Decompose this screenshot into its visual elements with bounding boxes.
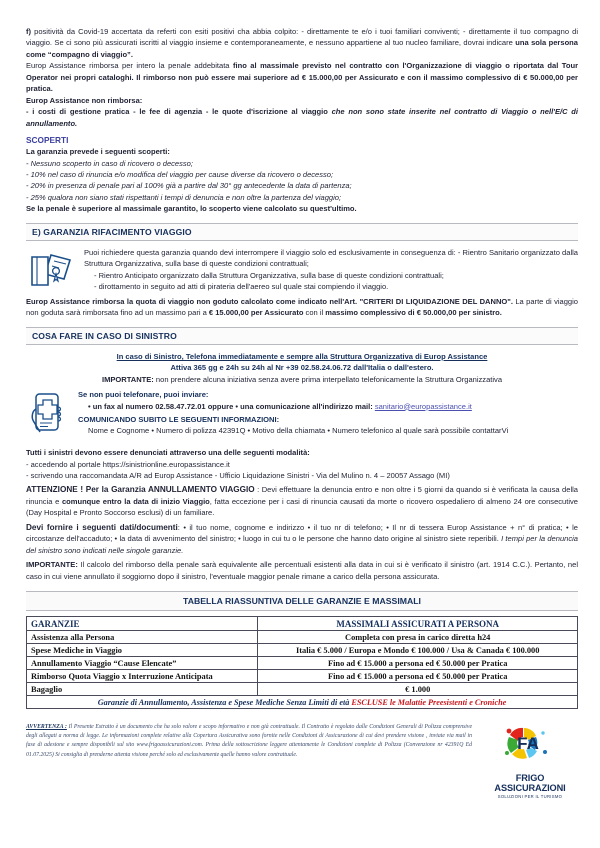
company-logo: [482, 723, 578, 799]
section-f-p2-text: Europ Assistance rimborsa per intero la penale addebitata: [26, 61, 233, 71]
section-e-reimbursement-paragraph: [26, 296, 578, 319]
importante-text: Il calcolo del rimborso della penale sarà equivalente alle percentuali esistenti alla data in cui si è verificato il sinistro (art. 1914 C.C.). Pertanto, nel caso in cui viene annullato il soggiorno dopo il sinistro, l'eventuale maggior penale rimane a carico della persona assicurata.: [26, 560, 578, 581]
importante-paragraph: [26, 559, 578, 582]
table-cell-guarantee: Rimborso Quota Viaggio x Interruzione Anticipata: [27, 670, 258, 683]
email-link[interactable]: sanitario@europassistance.it: [374, 401, 472, 411]
table-cell-limit: Fino ad € 15.000 a persona ed € 50.000 per Pratica: [258, 670, 578, 683]
section-e-p-bold-e: massimo complessivo di € 50.000,00 per sinistro.: [325, 308, 502, 318]
table-footer-note: [27, 696, 578, 709]
table-row: [27, 644, 578, 657]
table-row: [27, 683, 578, 696]
scoperti-intro: La garanzia prevede i seguenti scoperti:: [26, 147, 170, 157]
section-e-heading: E) GARANZIA RIFACIMENTO VIAGGIO: [26, 223, 578, 241]
table-cell-limit: € 1.000: [258, 683, 578, 696]
comunicando-items: Nome e Cognome • Numero di polizza 42391Q • Motivo della chiamata • Numero telefonico al quale sarà possibile contattarVi: [88, 426, 509, 436]
scoperti-item: - 20% in presenza di penale pari al 100% già a partire dal 30° gg antecedente la data di partenza;: [26, 181, 352, 191]
modalita-mail: - scrivendo una raccomandata A/R ad Europ Assistance - Ufficio Liquidazione Sinistri - Via del Mulino n. 4 – 20057 Assago (MI): [26, 470, 450, 480]
frigo-assicurazioni-mark-icon: [482, 725, 578, 772]
table-footer-row: [27, 696, 578, 709]
table-header-row: [27, 617, 578, 631]
section-e-block: [26, 247, 578, 296]
logo-tagline: SOLUZIONI PER IL TURISMO: [497, 794, 563, 800]
table-cell-guarantee: Assistenza alla Persona: [27, 631, 258, 644]
section-e-p-text-b: La parte di viaggio non goduta sarà rimborsata fino ad un massimo pari a: [26, 296, 578, 318]
comunicando-heading: COMUNICANDO SUBITO LE SEGUENTI INFORMAZIONI:: [78, 414, 280, 424]
devi-fornire-paragraph: [26, 522, 578, 556]
summary-table-title: TABELLA RIASSUNTIVA DELLE GARANZIE E MASSIMALI: [26, 591, 578, 611]
table-footer-text: Garanzie di Annullamento, Assistenza e Spese Mediche Senza Limiti di età: [97, 697, 352, 707]
devi-fornire-italic: I tempi per la denuncia del sinistro sono indicati nelle singole garanzie.: [26, 534, 578, 555]
logo-monogram-text: FA: [517, 734, 539, 754]
section-e-p-text-d: con il: [303, 308, 326, 318]
section-e-line-1: Puoi richiedere questa garanzia quando devi interrompere il viaggio solo ed esclusivamente in conseguenza di: - Rientro Sanitario organizzato dalla Struttura Organizzativa, sulla base di queste condizioni contrattuali;: [84, 247, 578, 269]
table-row: [27, 657, 578, 670]
sinistro-important-note: [26, 374, 578, 385]
footer-disclaimer-label: AVVERTENZA :: [26, 724, 67, 731]
table-cell-guarantee: Spese Mediche in Viaggio: [27, 644, 258, 657]
sinistro-important-text: non prendere alcuna iniziativa senza avere prima interpellato telefonicamente la Struttura Organizzativa: [153, 374, 503, 384]
passport-ticket-icon: [26, 247, 76, 296]
footer-disclaimer-text: Il Presente Estratto è un documento che ha solo valore e scopo informativo e non già contrattuale. Il Contratto è regolato dalle Condizioni Generali di Polizza comprensive degli allegati a norma di legge. Le informazioni complete relative alla Copertura Assicurativa sono fornite nelle Condizioni di Assicurazione di cui devi prendere visione , inviate via mail in fase di adesione e sempre disponibili sul sito www.frigoassicurazioni.com. Prima della sottoscrizione leggere attentamente le Condizioni complete di Polizza (Convenzione nr 42391Q Ed 01.07.2025) Si consiglia di prenderne attenta visione perché solo ed esclusivamente quelle hanno valore contrattuale.: [26, 724, 473, 758]
attenzione-label: ATTENZIONE ! Per la Garanzia ANNULLAMENTO VIAGGIO: [26, 485, 255, 495]
modalita-heading: Tutti i sinistri devono essere denunciati attraverso una delle seguenti modalità:: [26, 448, 310, 458]
sinistro-call-line-1: In caso di Sinistro, Telefona immediatamente e sempre alla Struttura Organizzativa di Europ Assistance: [116, 351, 488, 361]
attenzione-text-a: : Devi effettuare la denuncia entro e non oltre i 5 giorni da quando si è verificata la causa della rinuncia e: [26, 485, 578, 506]
logo-company-name: FRIGO ASSICURAZIONI: [494, 773, 566, 794]
table-cell-limit: Fino ad € 15.000 a persona ed € 50.000 per Pratica: [258, 657, 578, 670]
section-f-p1-bold: una sola persona come “compagno di viaggio”.: [26, 38, 578, 59]
scoperti-item: - Nessuno scoperto in caso di ricovero o decesso;: [26, 158, 193, 168]
table-cell-guarantee: Bagaglio: [27, 683, 258, 696]
section-f-p1-text: positività da Covid-19 accertata da referti con esiti positivi cha abbia colpito: - direttamente te e/o i tuoi familiari conviventi; - direttamente il tuo compagno di viaggio. Se ci sono più assicurati iscritti al viaggio insieme e contemporaneamente, e nessuno appartiene al tuo nucleo familiare, dovrai indicare: [26, 27, 578, 48]
section-f-paragraph-2: [26, 60, 578, 94]
scoperti-item: - 10% nel caso di rinuncia e/o modifica del viaggio per cause diverse da ricovero o decesso;: [26, 169, 334, 179]
table-row: [27, 670, 578, 683]
table-cell-guarantee: Annullamento Viaggio “Cause Elencate”: [27, 657, 258, 670]
hand-phone-medical-icon: [26, 389, 70, 444]
scoperti-closing: Se la penale è superiore al massimale garantito, lo scoperto viene calcolato su quest'ultimo.: [26, 204, 357, 214]
fax-intro-label: Se non puoi telefonare, puoi inviare:: [78, 390, 209, 400]
section-f-paragraph-3: Europ Assistance non rimborsa:: [26, 95, 143, 105]
summary-table: [26, 616, 578, 709]
table-header-limits: MASSIMALI ASSICURATI A PERSONA: [258, 617, 578, 631]
attenzione-text-c: , fatta eccezione per i casi di rinuncia causati da morte o ricovero ospedaliero di almeno 24 ore consecutive (Day Hospital e Pronto Soccorso esclusi) di un familiare.: [26, 496, 578, 518]
sinistro-important-label: IMPORTANTE:: [101, 374, 154, 384]
table-footer-exclusion: ESCLUSE le Malattie Preesistenti e Croniche: [351, 697, 507, 707]
table-header-guarantees: GARANZIE: [27, 617, 258, 631]
section-e-line-3: - dirottamento in seguito ad atti di pirateria dell'aereo sul quale stai compiendo il viaggio.: [94, 282, 389, 292]
devi-fornire-label: Devi fornire i seguenti dati/documenti: [26, 522, 178, 532]
modalita-portal[interactable]: - accedendo al portale https://sinistrionline.europassistance.it: [26, 459, 230, 469]
attenzione-paragraph: [26, 484, 578, 518]
attenzione-text-bold: comunque entro la data di inizio Viaggio: [61, 496, 210, 506]
section-f-marker: f): [26, 27, 32, 36]
sinistro-call-line-2: [26, 362, 578, 373]
fax-and-email-line: [78, 401, 578, 412]
scoperti-heading: SCOPERTI: [26, 135, 69, 146]
section-e-p-bold-c: € 15.000,00 per Assicurato: [208, 308, 304, 318]
section-f-paragraph-1: [26, 26, 578, 60]
table-cell-limit: Italia € 5.000 / Europa e Mondo € 100.000 / Usa & Canada € 100.000: [258, 644, 578, 657]
sinistro-call-prefix: Attiva 365 gg e 24h su 24h al Nr: [170, 363, 286, 373]
section-f-paragraph-4: [26, 106, 578, 129]
section-f-p4-bold: - i costi di gestione pratica - le fee di agenzia - le quote d'iscrizione al viaggio: [26, 107, 332, 117]
table-cell-limit: Completa con presa in carico diretta h24: [258, 631, 578, 644]
sinistro-call-suffix: dall'Italia o dall'estero.: [351, 363, 434, 373]
emergency-phone-number: +39 02.58.24.06.72: [285, 363, 352, 373]
footer: [26, 723, 578, 799]
section-e-line-2: - Rientro Anticipato organizzato dalla Struttura Organizzativa, sulla base di queste condizioni contrattuali;: [94, 270, 444, 280]
table-row: [27, 631, 578, 644]
devi-fornire-text: : • il tuo nome, cognome e indirizzo • il tuo nr di telefono; • Il nr di tessera Europ Assistance + n° di pratica; • le circostanze dell'accaduto; • la data di avvenimento del sinistro; • luogo in cui tu o le persone che hanno dato origine al sinistro siete reperibili.: [26, 522, 578, 544]
sinistro-heading: COSA FARE IN CASO DI SINISTRO: [26, 327, 578, 345]
footer-disclaimer: [26, 723, 472, 760]
fax-prefix: • un fax al numero: [88, 401, 156, 411]
importante-label: IMPORTANTE:: [26, 560, 78, 570]
sinistro-contact-block: [26, 389, 578, 444]
fax-suffix: oppure • una comunicazione all'indirizzo mail:: [205, 401, 375, 411]
section-f-p2-bold: fino al massimale previsto nel contratto con l'Organizzazione di viaggio o riportata dal Tour Operator nei propri cataloghi. Il rimborso non può essere mai superiore ad € 15.000,00 per Assicurato e con il massimo complessivo di € 50.000,00 per pratica.: [26, 61, 579, 94]
section-e-p-bold-a: Europ Assistance rimborsa la quota di viaggio non goduto calcolato come indicato nell'Art. "CRITERI DI LIQUIDAZIONE DEL DANNO".: [26, 296, 513, 306]
section-f-p4-italic: che non sono state inserite nel contratto di Viaggio o nell'E/C di annullamento.: [26, 107, 578, 128]
scoperti-item: - 25% qualora non siano stati rispettanti i tempi di denuncia e non oltre la partenza del viaggio;: [26, 192, 342, 202]
fax-number: 02.58.47.72.01: [155, 401, 206, 411]
